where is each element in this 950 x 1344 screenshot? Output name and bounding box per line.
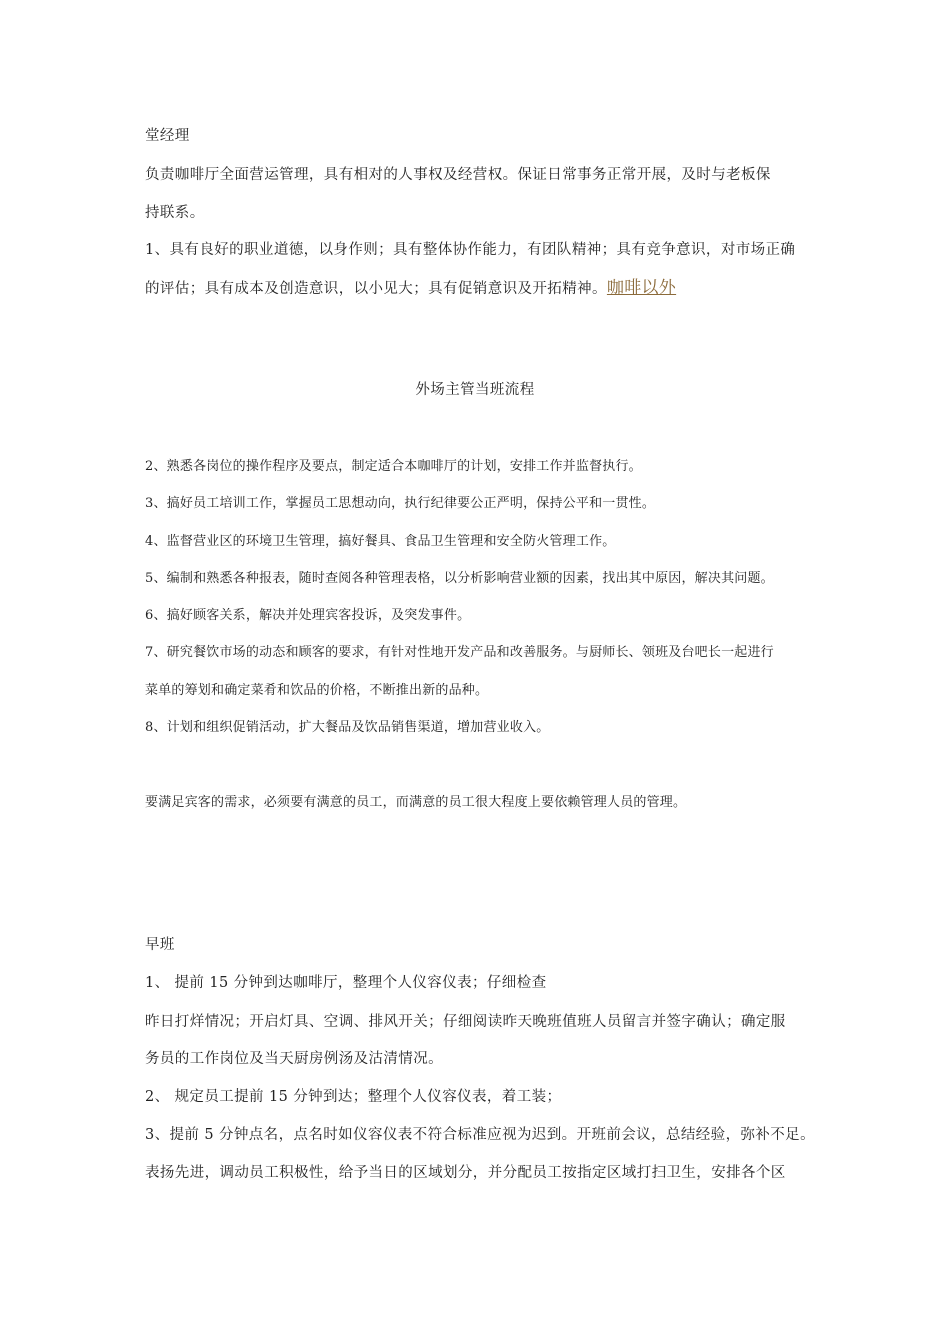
section-heading: 早班 bbox=[145, 937, 175, 953]
description-line: 持联系。 bbox=[145, 205, 205, 221]
section-heading: 堂经理 bbox=[145, 128, 190, 144]
list-item: 5、编制和熟悉各种报表，随时查阅各种管理表格，以分析影响营业额的因素，找出其中原因，解决其问题。 bbox=[145, 571, 774, 586]
shift-line: 2、 规定员工提前 15 分钟到达；整理个人仪容仪表，着工装； bbox=[145, 1089, 562, 1105]
list-item: 8、计划和组织促销活动，扩大餐品及饮品销售渠道，增加营业收入。 bbox=[145, 720, 550, 735]
description-line: 负责咖啡厅全面营运管理，具有相对的人事权及经营权。保证日常事务正常开展，及时与老板保 bbox=[145, 167, 771, 183]
list-item: 3、搞好员工培训工作，掌握员工思想动向，执行纪律要公正严明，保持公平和一贯性。 bbox=[145, 496, 656, 511]
shift-line: 1、 提前 15 分钟到达咖啡厅，整理个人仪容仪表；仔细检查 bbox=[145, 975, 547, 991]
section-title: 外场主管当班流程 bbox=[415, 382, 535, 398]
list-item: 菜单的筹划和确定菜肴和饮品的价格，不断推出新的品种。 bbox=[145, 683, 489, 698]
list-item: 4、监督营业区的环境卫生管理，搞好餐具、食品卫生管理和安全防火管理工作。 bbox=[145, 534, 616, 549]
requirement-line: 1、具有良好的职业道德，以身作则；具有整体协作能力，有团队精神；具有竞争意识，对市场正确 bbox=[145, 242, 796, 258]
requirement-line bbox=[145, 278, 676, 299]
shift-line: 3、提前 5 分钟点名，点名时如仪容仪表不符合标准应视为迟到。开班前会议，总结经验，弥补不足。 bbox=[145, 1127, 815, 1143]
list-item: 6、搞好顾客关系，解决并处理宾客投诉，及突发事件。 bbox=[145, 608, 471, 623]
coffee-link[interactable]: 咖啡以外 bbox=[606, 278, 677, 298]
requirement-text: 的评估；具有成本及创造意识，以小见大；具有促销意识及开拓精神。 bbox=[145, 281, 607, 297]
note-line: 要满足宾客的需求，必须要有满意的员工，而满意的员工很大程度上要依赖管理人员的管理。 bbox=[145, 795, 687, 810]
shift-line: 表扬先进，调动员工积极性，给予当日的区域划分，并分配员工按指定区域打扫卫生，安排各个区 bbox=[145, 1165, 786, 1181]
list-item: 7、研究餐饮市场的动态和顾客的要求，有针对性地开发产品和改善服务。与厨师长、领班及台吧长一起进行 bbox=[145, 645, 774, 660]
shift-line: 昨日打烊情况；开启灯具、空调、排风开关；仔细阅读昨天晚班值班人员留言并签字确认；确定服 bbox=[145, 1014, 786, 1030]
list-item: 2、熟悉各岗位的操作程序及要点，制定适合本咖啡厅的计划，安排工作并监督执行。 bbox=[145, 459, 642, 474]
shift-line: 务员的工作岗位及当天厨房例汤及沽清情况。 bbox=[145, 1051, 443, 1067]
